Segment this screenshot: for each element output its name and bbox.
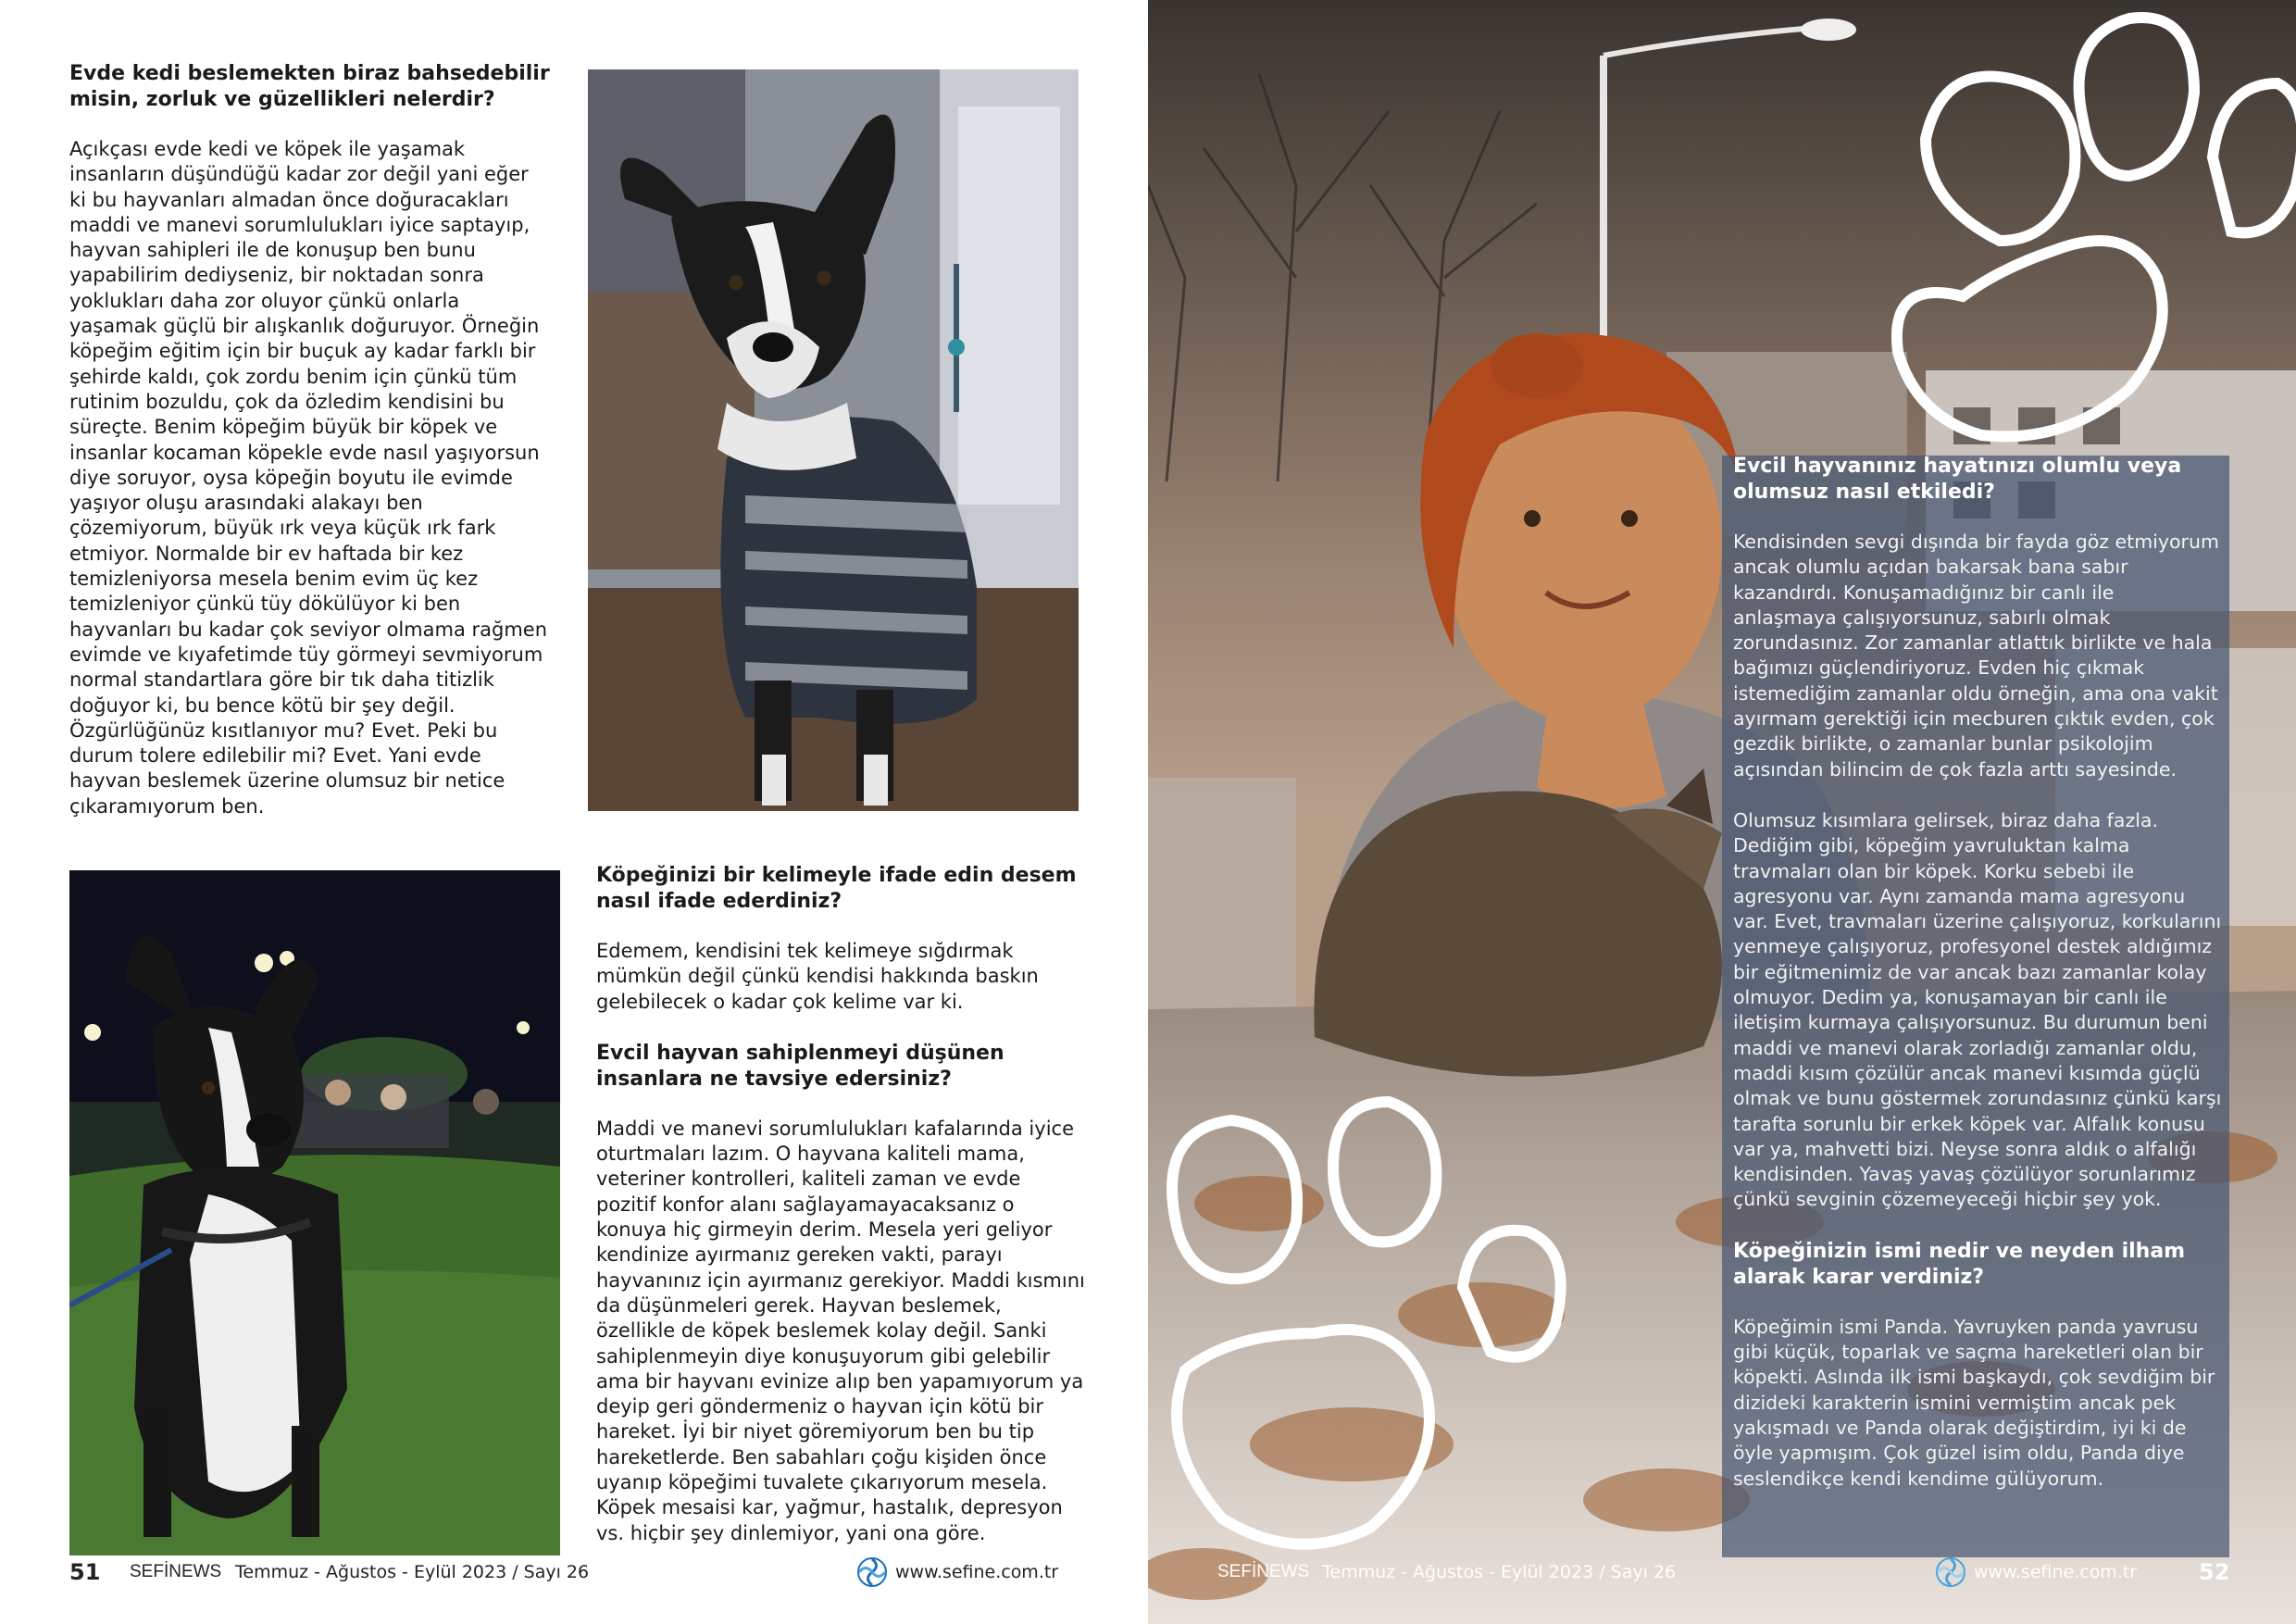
magazine-brand: SEFİNEWS <box>1217 1562 1310 1581</box>
website-footer <box>856 1555 1058 1589</box>
answer-paragraph: Olumsuz kısımlara gelirsek, biraz daha fazla. Dediğim gibi, köpeğim yavruluktan kalma travmaları olan bir köpek. Korku sebebi ile agresyonu var. Aynı zamanda mama agresyonu var. Evet, travmaları üzerine çalışıyoruz, korkularını yenmeye çalışıyoruz, profesyonel destek aldığımız bir eğitmenimiz de var ancak bazı zamanlar kolay olmuyor. Dedim ya, konuşamayan bir canlı ile iletişim kurmaya çalışıyorsunuz. Bu durumun beni maddi ve manevi olarak zorladığı zamanlar oldu, maddi kısım çözülür ancak manevi kısımda güçlü olmak ve bunu göstermek zorundasınız çünkü karşı tarafta sorunlu bir erkek köpek var. Alfalık konusu var ya, mahvetti bizi. Neyse sonra aldık o alfalığı kendisinden. Yavaş yavaş çözülüyor sorunlarımız çünkü sevginin çözemeyeceği hiçbir şey yok. <box>1733 808 2222 1211</box>
question-heading: Evcil hayvan sahiplenmeyi düşünen insanlara ne tavsiye edersiniz? <box>596 1041 1004 1091</box>
interview-column-2 <box>596 863 1085 1572</box>
website-link[interactable]: www.sefine.com.tr <box>1974 1562 2138 1582</box>
issue-info: Temmuz - Ağustos - Eylül 2023 / Sayı 26 <box>1322 1562 1677 1582</box>
website-footer <box>1935 1555 2137 1589</box>
answer-paragraph: Kendisinden sevgi dışında bir fayda göz etmiyorum ancak olumlu açıdan bakarsak bana sabır kazandırdı. Konuşamadığınız bir canlı ile anlaşmaya çalışıyorsunuz, sabırlı olmak zorundasınız. Zor zamanlar atlattık birlikte ve hala bağımızı güçlendiriyoruz. Evden hiç çıkmak istemediğim zamanlar oldu örneğin, ama ona vakit ayırmam gerektiği için mecburen çıktık evden, çok gezdik birlikte, o zamanlar bunlar psikolojim açısından bilincim de çok fazla arttı sayesinde. <box>1733 531 2219 781</box>
issue-info: Temmuz - Ağustos - Eylül 2023 / Sayı 26 <box>235 1562 590 1582</box>
interview-column-3 <box>1733 454 2222 1518</box>
question-heading: Köpeğinizin ismi nedir ve neyden ilham alarak karar verdiniz? <box>1733 1239 2186 1289</box>
dog-indoor-photo <box>588 69 1079 811</box>
right-page <box>1148 0 2296 1624</box>
answer-paragraph: Edemem, kendisini tek kelimeye sığdırmak mümkün değil çünkü kendisi hakkında baskın gelebilecek o kadar çok kelime var ki. <box>596 940 1039 1013</box>
interview-column-1 <box>69 61 551 845</box>
question-heading: Evcil hayvanınız hayatınızı olumlu veya olumsuz nasıl etkiledi? <box>1733 455 2182 504</box>
dog-park-photo <box>69 870 560 1555</box>
sefine-logo-icon <box>1935 1556 1966 1588</box>
magazine-brand: SEFİNEWS <box>130 1562 222 1581</box>
website-link[interactable]: www.sefine.com.tr <box>895 1562 1059 1582</box>
page-number-left: 51 <box>69 1559 101 1585</box>
question-heading: Köpeğinizi bir kelimeyle ifade edin desem nasıl ifade ederdiniz? <box>596 864 1077 913</box>
dog-park-illustration <box>69 870 560 1555</box>
answer-paragraph: Açıkçası evde kedi ve köpek ile yaşamak insanların düşündüğü kadar zor değil yani eğer ki bu hayvanları almadan önce doğuracakları maddi ve manevi sorumlulukları iyice saptayıp, hayvan sahipleri ile de konuşup ben bunu yapabilirim dediyseniz, bir noktadan sonra yoklukları daha zor oluyor çünkü onlarla yaşamak güçlü bir alışkanlık doğuruyor. Örneğin köpeğim eğitim için bir buçuk ay kadar farklı bir şehirde kaldı, çok zordu benim için çünkü tüm rutinim bozuldu, çok da özledim kendisini bu süreçte. Benim köpeğim büyük bir köpek ve insanlar kocaman köpekle evde nasıl yaşıyorsun diye soruyor, oysa köpeğin boyutu ile evimde yaşıyor oluşu arasındaki alakayı ben çözemiyorum, büyük ırk veya küçük ırk fark etmiyor. Normalde bir ev haftada bir kez temizleniyorsa mesela benim evim üç kez temizleniyor çünkü tüy dökülüyor ki ben hayvanları bu kadar çok seviyor olmama rağmen evimde ve kıyafetimde tüy görmeyi sevmiyorum normal standartlara göre bir tık daha titizlik doğuyor ki, bu bence kötü bir şey değil. Özgürlüğünüz kısıtlanıyor mu? Evet. Peki bu durum tolere edilebilir mi? Evet. Yani evde hayvan beslemek üzerine olumsuz bir netice çıkaramıyorum ben. <box>69 138 548 818</box>
sefine-logo-icon <box>856 1556 888 1588</box>
question-heading: Evde kedi beslemekten biraz bahsedebilir misin, zorluk ve güzellikleri nelerdir? <box>69 62 550 111</box>
page-number-right: 52 <box>2199 1559 2230 1585</box>
answer-paragraph: Köpeğimin ismi Panda. Yavruyken panda yavrusu gibi küçük, toparlak ve saçma hareketleri olan bir köpekti. Aslında ilk ismi başkaydı, çok sevdiğim bir dizideki karakterin ismini vermiştim ancak pek yakışmadı ve Panda olarak değiştirdim, iyi ki de öyle yapmışım. Çok güzel isim oldu, Panda diye seslendikçe kendi kendime gülüyorum. <box>1733 1315 2215 1490</box>
answer-paragraph: Maddi ve manevi sorumlulukları kafalarında iyice oturtmaları lazım. O hayvana kaliteli mama, veteriner kontrolleri, kaliteli zaman ve evde pozitif konfor alanı sağlayamayacaksanız o konuya hiç girmeyin derim. Mesela yeri geliyor kendinize ayırmanız gereken vakti, parayı hayvanınız için ayırmanız gerekiyor. Maddi kısmını da düşünmeleri gerek. Hayvan beslemek, özellikle de köpek beslemek kolay değil. Sanki sahiplenmeyin diye konuşuyorum gibi gelebilir ama bir hayvanı evinize alıp ben yapamıyorum ya deyip geri göndermeniz o hayvan için kötü bir hareket. İyi bir niyet göremiyorum ben bu tip hareketlerde. Ben sabahları çoğu kişiden önce uyanıp köpeğimi tuvalete çıkarıyorum mesela. Köpek mesaisi kar, yağmur, hastalık, depresyon vs. hiçbir şey dinlemiyor, yani ona göre. <box>596 1117 1085 1544</box>
dog-indoor-illustration <box>588 69 1079 811</box>
